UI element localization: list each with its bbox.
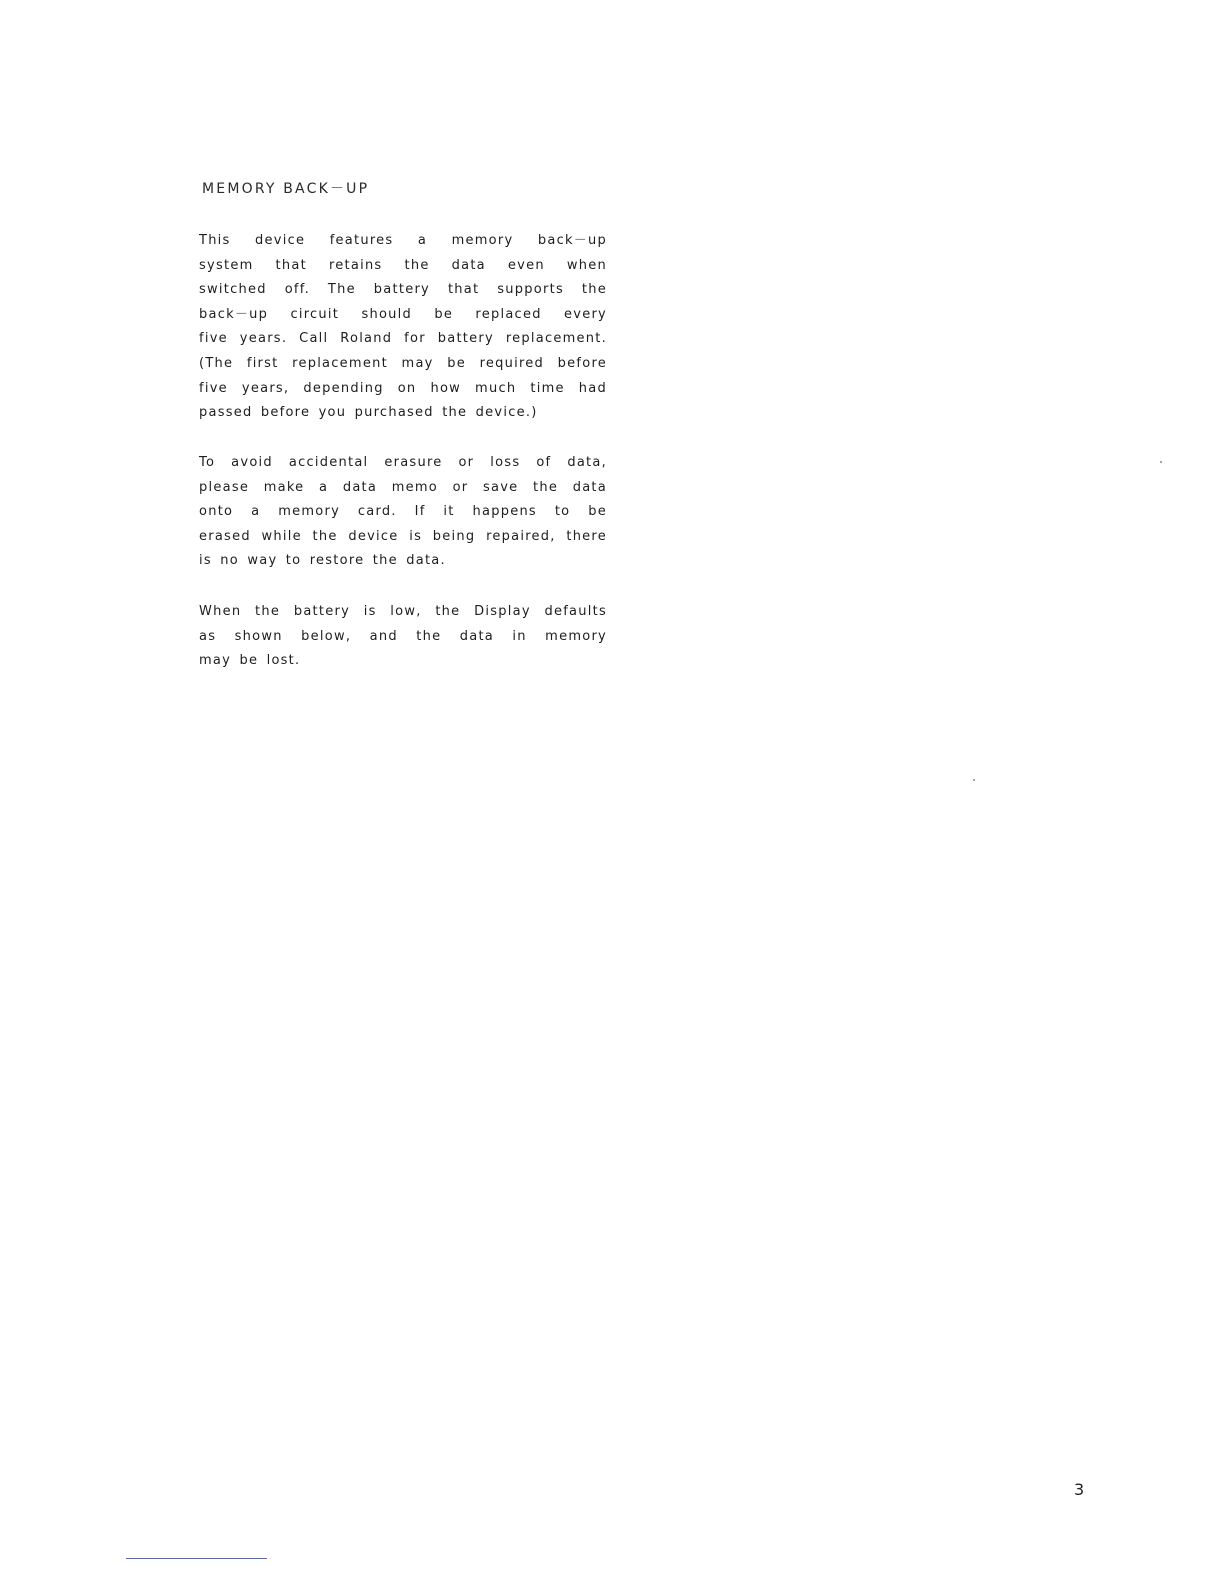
text-line: please make a data memo or save the data	[199, 479, 607, 495]
text-line: is no way to restore the data.	[199, 553, 446, 569]
text-line: To avoid accidental erasure or loss of data,	[199, 455, 607, 470]
text-line: system that retains the data even when	[199, 257, 607, 273]
paragraph-data-loss	[199, 451, 607, 574]
scan-speck	[973, 779, 975, 781]
text-line: onto a memory card. If it happens to be	[199, 504, 607, 520]
text-line: passed before you purchased the device.)	[199, 405, 538, 421]
scan-speck	[1160, 461, 1162, 463]
text-line: may be lost.	[199, 653, 301, 669]
section-heading: MEMORY BACK－UP	[202, 181, 370, 197]
text-line: When the battery is low, the Display defaults	[199, 604, 607, 619]
text-line: as shown below, and the data in memory	[199, 628, 607, 644]
text-line: switched off. The battery that supports the	[199, 282, 607, 298]
footer-rule	[126, 1558, 267, 1559]
text-line: (The first replacement may be required before	[199, 355, 607, 371]
text-line: five years. Call Roland for battery replacement.	[199, 331, 607, 347]
page-number: 3	[1074, 1480, 1085, 1499]
paragraph-memory-backup	[199, 229, 607, 426]
text-line: This device features a memory back－up	[199, 233, 607, 248]
text-line: back－up circuit should be replaced every	[199, 306, 607, 322]
text-line: erased while the device is being repaired, there	[199, 528, 607, 544]
text-line: five years, depending on how much time had	[199, 380, 607, 396]
paragraph-battery-low	[199, 600, 607, 674]
